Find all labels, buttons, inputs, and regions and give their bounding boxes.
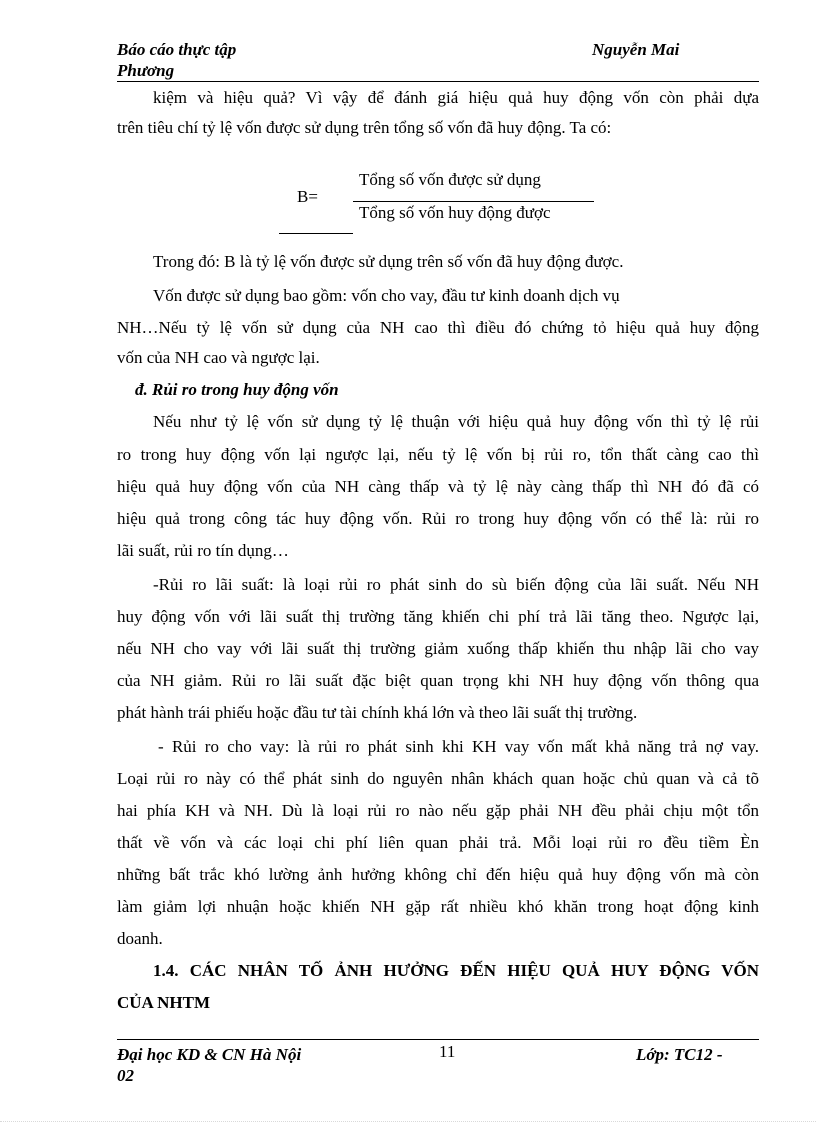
text-line: những bất trắc khó lường ảnh hưởng không chỉ đến hiệu quả huy động vốn mà còn (117, 865, 759, 884)
text-line: hiệu quả trong công tác huy động vốn. Rủi ro trong huy động vốn có thể là: rủi ro (117, 509, 759, 528)
text-line: phát hành trái phiếu hoặc đầu tư tài chính khá lớn và theo lãi suất thị trường. (117, 703, 638, 722)
text-line: vốn của NH cao và ngược lại. (117, 348, 320, 367)
text-line: Nếu như tỷ lệ vốn sử dụng tỷ lệ thuận với hiệu quả huy động vốn thì tỷ lệ rủi (153, 412, 759, 431)
header-rule (117, 81, 759, 82)
text-line: kiệm và hiệu quả? Vì vậy để đánh giá hiệu quả huy động vốn còn phải dựa (153, 88, 759, 107)
text-line: doanh. (117, 929, 163, 948)
section-heading: 1.4. CÁC NHÂN TỐ ẢNH HƯỞNG ĐẾN HIỆU QUẢ HUY ĐỘNG VỐN (153, 961, 759, 980)
formula-underline (279, 233, 353, 234)
page-number: 11 (439, 1042, 456, 1061)
footer-school-continued: 02 (117, 1066, 134, 1085)
section-heading-continued: CỦA NHTM (117, 993, 211, 1012)
text-line: hiệu quả huy động vốn của NH càng thấp và tỷ lệ này càng thấp thì NH đó đã có (117, 477, 759, 496)
header-title-continued: Phương (117, 61, 175, 80)
text-line: Vốn được sử dụng bao gồm: vốn cho vay, đầu tư kinh doanh dịch vụ (153, 286, 620, 305)
text-line: lãi suất, rủi ro tín dụng… (117, 541, 289, 560)
formula-denominator: Tổng số vốn huy động được (359, 203, 551, 222)
header-title: Báo cáo thực tập (117, 40, 237, 59)
text-line: thất về vốn và các loại chi phí liên quan phải trả. Mỗi loại rủi ro đều tiềm Èn (117, 833, 759, 852)
text-line: -Rủi ro lãi suất: là loại rủi ro phát sinh do sù biến động của lãi suất. Nếu NH (153, 575, 759, 594)
text-line: trên tiêu chí tỷ lệ vốn được sử dụng trên tổng số vốn đã huy động. Ta có: (117, 118, 612, 137)
page-edge (0, 1121, 816, 1122)
header-author: Nguyễn Mai (592, 40, 680, 59)
text-line: - Rủi ro cho vay: là rủi ro phát sinh khi KH vay vốn mất khả năng trả nợ vay. (158, 737, 759, 756)
text-line: nếu NH cho vay với lãi suất thị trường giảm xuống thấp khiến thu nhập lãi cho vay (117, 639, 759, 658)
text-line: Trong đó: B là tỷ lệ vốn được sử dụng trên số vốn đã huy động được. (153, 252, 624, 271)
footer-school: Đại học KD & CN Hà Nội (117, 1045, 302, 1064)
formula-lhs: B= (297, 187, 318, 206)
formula-numerator: Tổng số vốn được sử dụng (359, 170, 541, 189)
text-line: Loại rủi ro này có thể phát sinh do nguyên nhân khách quan hoặc chủ quan và cả tõ (117, 769, 759, 788)
fraction-bar (353, 201, 594, 202)
text-line: NH…Nếu tỷ lệ vốn sử dụng của NH cao thì điều đó chứng tỏ hiệu quả huy động (117, 318, 759, 337)
text-line: hai phía KH và NH. Dù là loại rủi ro nào nếu gặp phải NH đều phải chịu một tổn (117, 801, 759, 820)
footer-class: Lớp: TC12 - (636, 1045, 723, 1064)
footer-rule (117, 1039, 759, 1040)
subsection-heading: đ. Rủi ro trong huy động vốn (135, 380, 339, 399)
text-line: huy động vốn với lãi suất thị trường tăng khiến chi phí trả lãi tăng theo. Ngược lại, (117, 607, 759, 626)
text-line: ro trong huy động vốn lại ngược lại, nếu tỷ lệ vốn bị rủi ro, tổn thất càng cao thì (117, 445, 759, 464)
text-line: của NH giảm. Rủi ro lãi suất đặc biệt quan trọng khi NH huy động vốn thông qua (117, 671, 759, 690)
text-line: làm giảm lợi nhuận hoặc khiến NH gặp rất nhiều khó khăn trong hoạt động kinh (117, 897, 759, 916)
